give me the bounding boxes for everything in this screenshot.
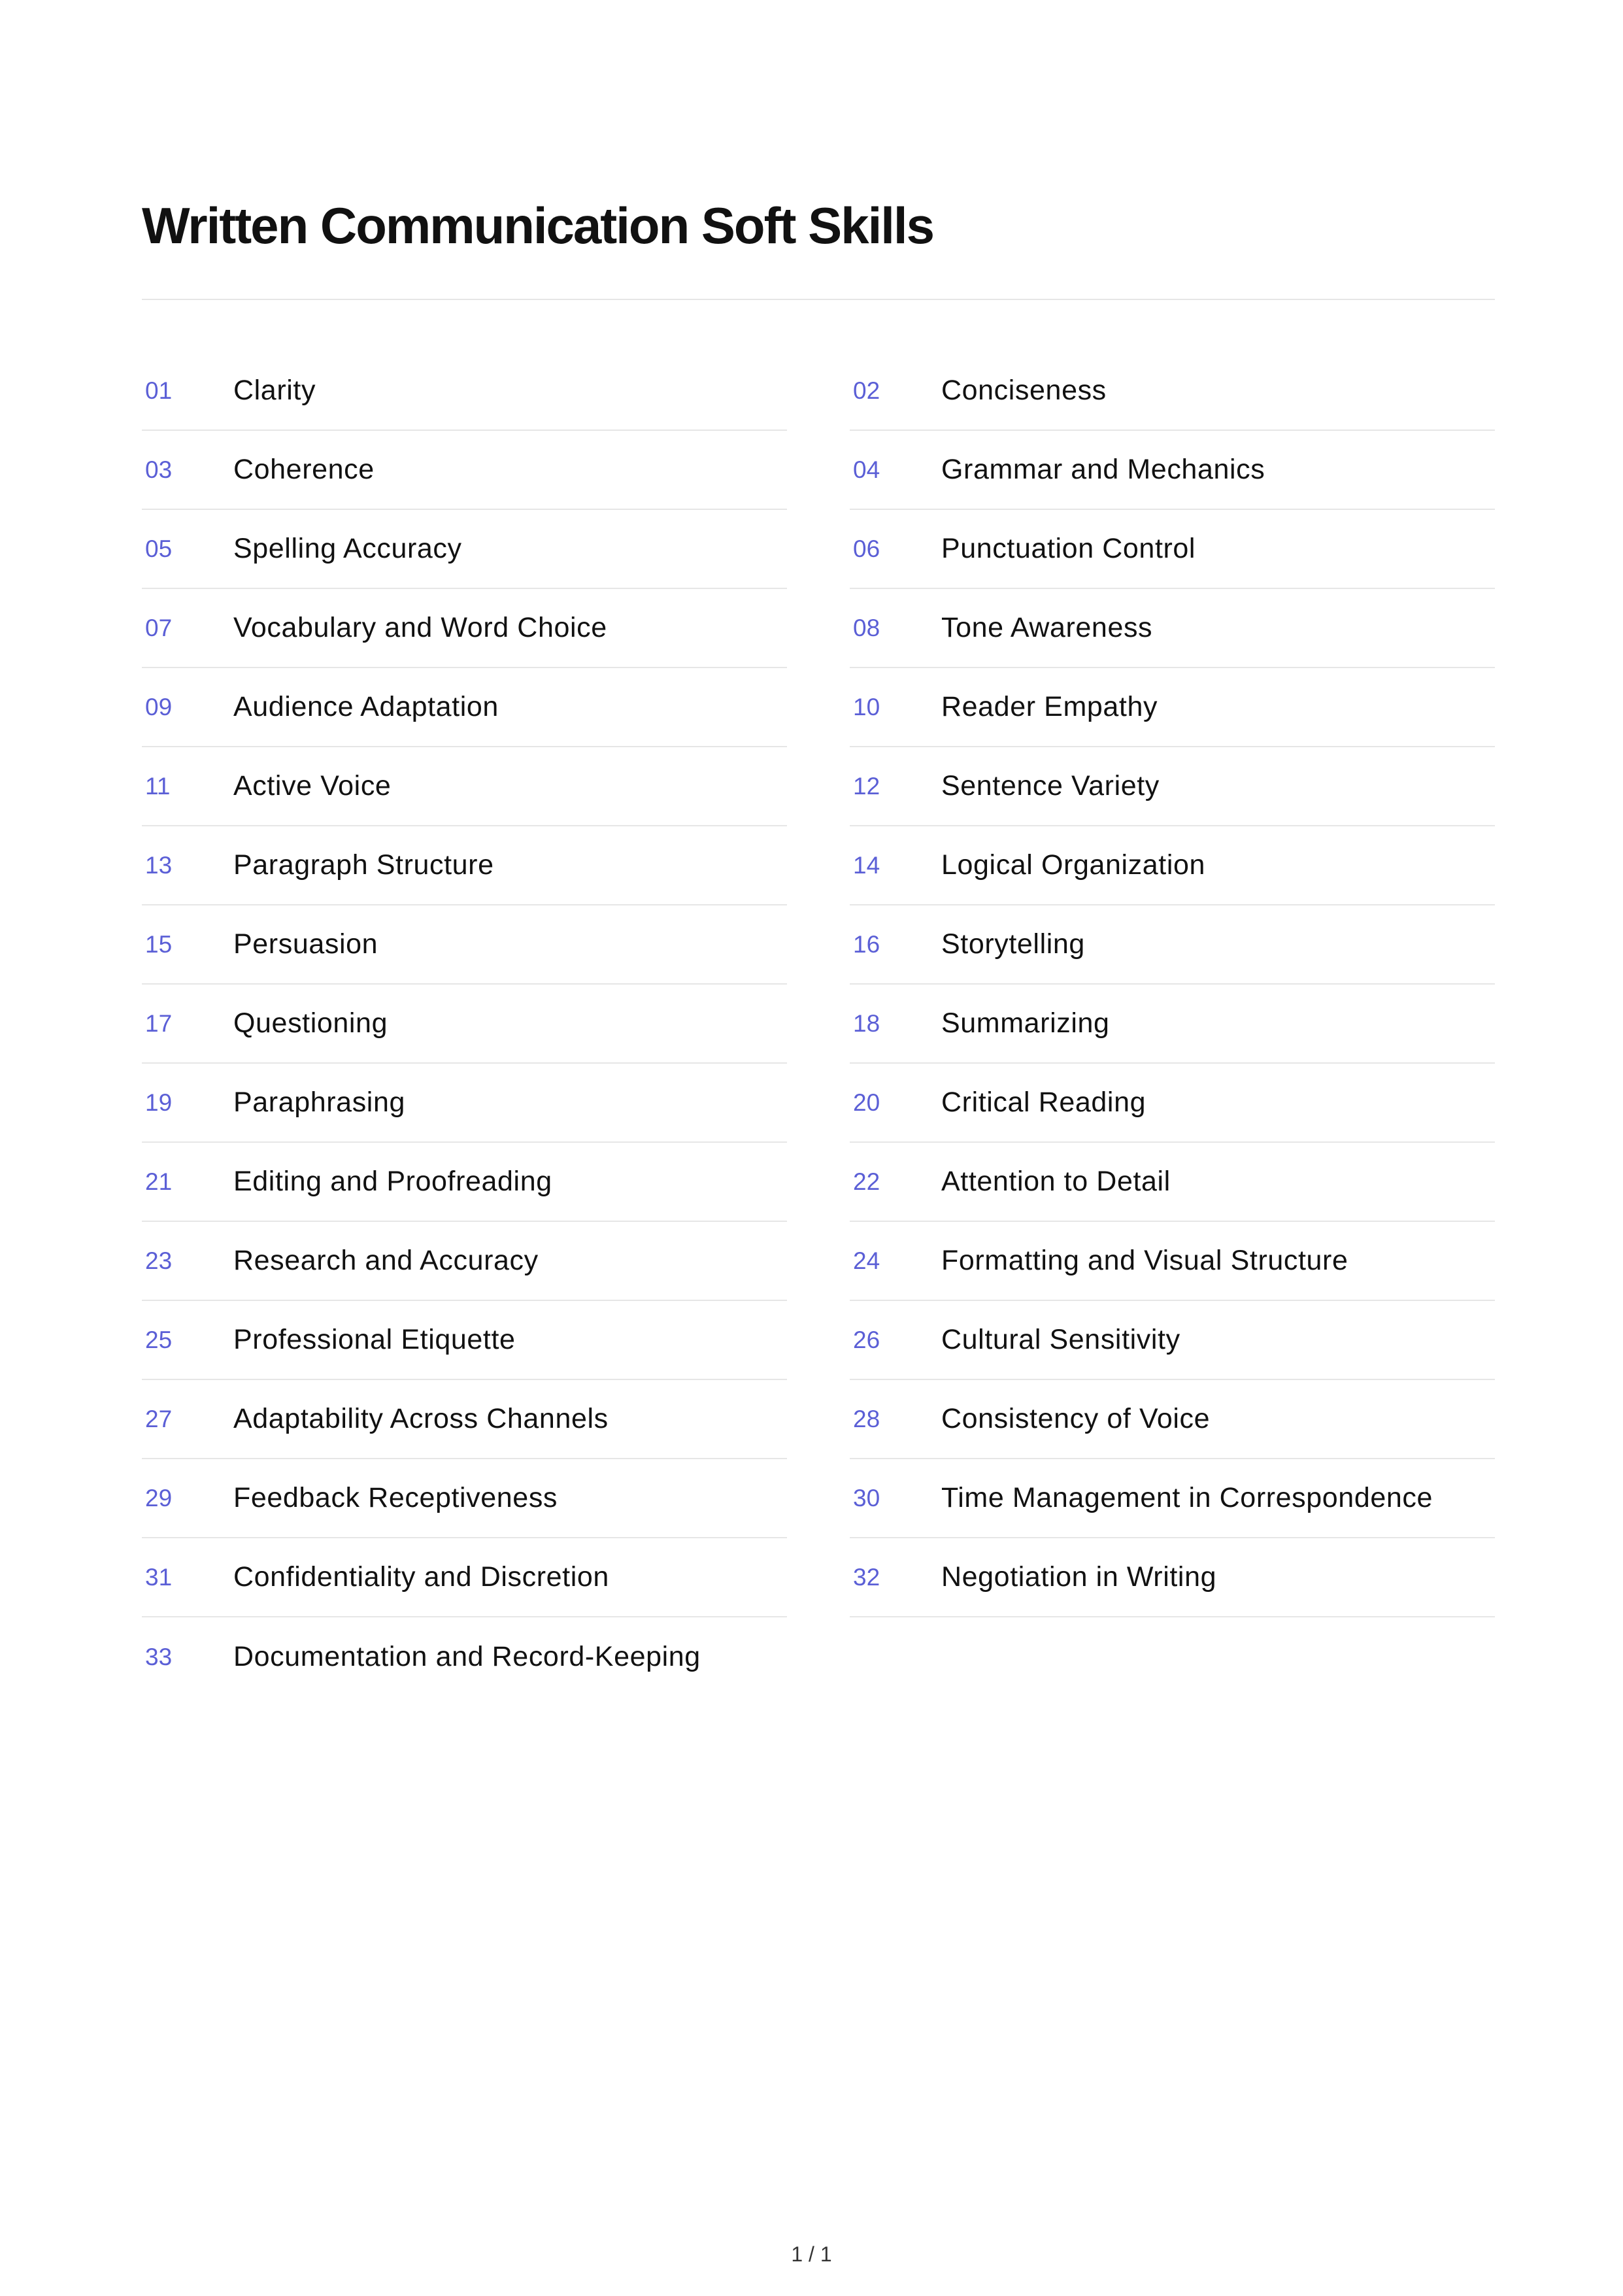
skill-label: Logical Organization xyxy=(941,849,1206,881)
skill-label: Spelling Accuracy xyxy=(233,533,462,564)
skill-number: 30 xyxy=(853,1484,880,1511)
skill-label: Coherence xyxy=(233,454,375,485)
skill-item xyxy=(850,1301,1495,1380)
skill-item xyxy=(142,352,787,431)
skill-item xyxy=(850,510,1495,589)
skill-label: Cultural Sensitivity xyxy=(941,1324,1180,1355)
skill-label: Clarity xyxy=(233,375,316,406)
skill-number: 22 xyxy=(853,1168,880,1195)
skill-label: Feedback Receptiveness xyxy=(233,1482,558,1513)
skill-item xyxy=(850,1143,1495,1222)
skill-label: Attention to Detail xyxy=(941,1166,1171,1197)
skill-label: Paragraph Structure xyxy=(233,849,494,881)
skill-number: 26 xyxy=(853,1326,880,1353)
skill-number: 06 xyxy=(853,535,880,562)
skill-label: Vocabulary and Word Choice xyxy=(233,612,607,643)
skill-number: 02 xyxy=(853,377,880,404)
skill-number: 10 xyxy=(853,693,880,720)
skill-number: 15 xyxy=(145,930,173,958)
skill-number: 11 xyxy=(145,772,171,800)
skill-item xyxy=(850,747,1495,826)
skill-item xyxy=(850,352,1495,431)
skill-number: 31 xyxy=(145,1563,173,1591)
skill-number: 23 xyxy=(145,1247,173,1274)
skill-label: Formatting and Visual Structure xyxy=(941,1245,1348,1276)
skill-number: 01 xyxy=(145,377,173,404)
skill-item xyxy=(142,510,787,589)
skill-item xyxy=(142,1222,787,1301)
skill-label: Tone Awareness xyxy=(941,612,1153,643)
skill-number: 33 xyxy=(145,1643,173,1670)
skill-label: Grammar and Mechanics xyxy=(941,454,1265,485)
skill-number: 09 xyxy=(145,693,173,720)
skill-label: Negotiation in Writing xyxy=(941,1561,1217,1593)
skill-item xyxy=(850,1538,1495,1617)
skill-item xyxy=(142,589,787,668)
skill-number: 19 xyxy=(145,1089,173,1116)
skill-label: Reader Empathy xyxy=(941,691,1158,722)
skill-item xyxy=(142,1617,787,1697)
skill-label: Sentence Variety xyxy=(941,770,1160,802)
skill-label: Conciseness xyxy=(941,375,1107,406)
skill-item xyxy=(850,1459,1495,1538)
skill-number: 08 xyxy=(853,614,880,641)
skill-number: 17 xyxy=(145,1009,173,1037)
skill-item xyxy=(142,1064,787,1143)
skill-number: 14 xyxy=(853,851,880,879)
skill-label: Audience Adaptation xyxy=(233,691,499,722)
skill-label: Documentation and Record-Keeping xyxy=(233,1641,701,1672)
skill-label: Time Management in Correspondence xyxy=(941,1482,1433,1513)
skill-number: 32 xyxy=(853,1563,880,1591)
page-number: 1 / 1 xyxy=(791,2242,832,2266)
skill-item xyxy=(142,826,787,905)
skill-item xyxy=(142,985,787,1064)
skill-item xyxy=(142,1301,787,1380)
skill-number: 16 xyxy=(853,930,880,958)
skill-number: 05 xyxy=(145,535,173,562)
skill-number: 25 xyxy=(145,1326,173,1353)
skill-number: 03 xyxy=(145,456,173,483)
skill-label: Active Voice xyxy=(233,770,392,802)
skill-item xyxy=(142,668,787,747)
skill-label: Questioning xyxy=(233,1007,388,1039)
skill-item xyxy=(142,431,787,510)
skill-number: 24 xyxy=(853,1247,880,1274)
skill-label: Professional Etiquette xyxy=(233,1324,516,1355)
skill-number: 07 xyxy=(145,614,173,641)
skill-number: 20 xyxy=(853,1089,880,1116)
skill-item xyxy=(850,1064,1495,1143)
skill-item xyxy=(142,1143,787,1222)
skill-item xyxy=(850,826,1495,905)
skill-number: 28 xyxy=(853,1405,880,1432)
skill-label: Punctuation Control xyxy=(941,533,1196,564)
skill-label: Research and Accuracy xyxy=(233,1245,539,1276)
skill-number: 12 xyxy=(853,772,880,800)
skill-number: 27 xyxy=(145,1405,173,1432)
page-title: Written Communication Soft Skills xyxy=(142,197,933,254)
skill-label: Critical Reading xyxy=(941,1087,1146,1118)
skill-label: Persuasion xyxy=(233,928,378,960)
skill-item xyxy=(142,747,787,826)
skill-item xyxy=(142,1380,787,1459)
skill-item xyxy=(142,1459,787,1538)
skill-item xyxy=(850,668,1495,747)
skill-number: 21 xyxy=(145,1168,173,1195)
skill-item xyxy=(142,1538,787,1617)
skill-label: Paraphrasing xyxy=(233,1087,405,1118)
skill-number: 04 xyxy=(853,456,880,483)
skill-number: 13 xyxy=(145,851,173,879)
skill-item xyxy=(850,1380,1495,1459)
skill-item xyxy=(850,985,1495,1064)
skill-label: Consistency of Voice xyxy=(941,1403,1211,1434)
skill-item xyxy=(850,905,1495,985)
skill-item xyxy=(850,589,1495,668)
skill-item xyxy=(142,905,787,985)
skill-item xyxy=(850,1222,1495,1301)
skill-label: Storytelling xyxy=(941,928,1085,960)
title-divider xyxy=(142,299,1495,300)
skills-list xyxy=(142,352,1495,1697)
skill-label: Adaptability Across Channels xyxy=(233,1403,609,1434)
skill-label: Editing and Proofreading xyxy=(233,1166,552,1197)
skill-number: 18 xyxy=(853,1009,880,1037)
skill-number: 29 xyxy=(145,1484,173,1511)
skill-label: Summarizing xyxy=(941,1007,1110,1039)
skill-item xyxy=(850,431,1495,510)
skill-label: Confidentiality and Discretion xyxy=(233,1561,609,1593)
